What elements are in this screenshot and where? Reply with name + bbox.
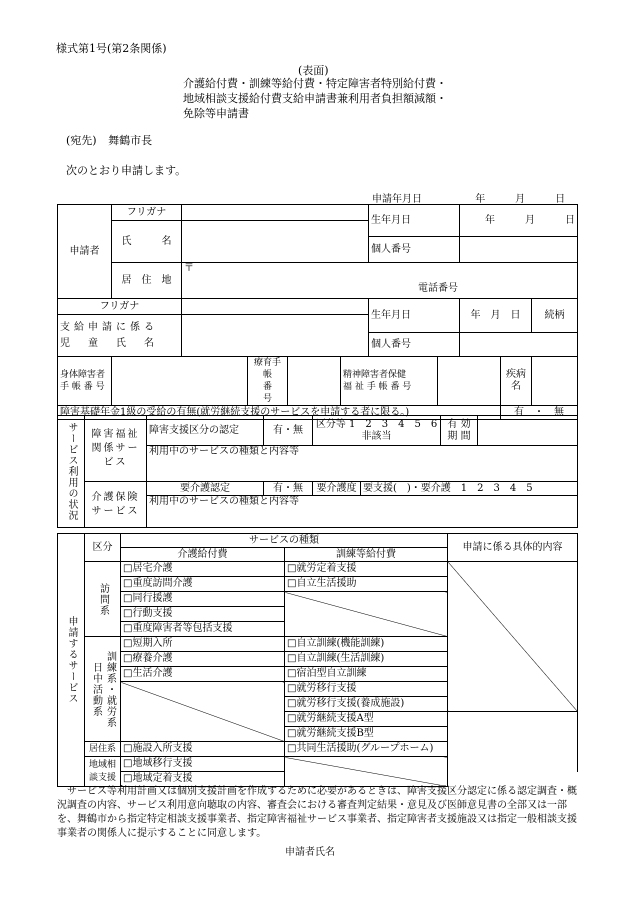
applicant-name-label: 氏 名 [112, 221, 182, 263]
child-furigana-field[interactable] [182, 299, 369, 315]
title-line-3: 免除等申請書 [183, 107, 249, 120]
training-benefit-header: 訓練等給付費 [285, 548, 448, 562]
valid-period-field[interactable] [478, 416, 578, 446]
valid-period-line-2: 期 間 [447, 430, 471, 442]
applicant-id-field[interactable] [460, 237, 578, 263]
support-category-na: 非該当 [361, 430, 392, 442]
rehab-cert-line-1: 療育手帳 [253, 358, 281, 380]
residence-service[interactable]: □施設入所支援 [121, 742, 285, 757]
disease-label: 疾病名 [501, 357, 532, 406]
applicant-furigana-label: フリガナ [112, 205, 182, 221]
applicant-phone[interactable] [182, 281, 578, 299]
signature-label: 申請者氏名 [285, 847, 335, 858]
mental-cert-line-1: 精神障害者保健 [343, 370, 407, 380]
care-insurance-label [85, 482, 147, 528]
visit-group-label: 訪問系 [85, 562, 121, 637]
visit-training-2[interactable]: □自立生活援助 [285, 577, 448, 592]
day-service-2[interactable]: □療養介護 [121, 652, 285, 667]
pension-question: 障害基礎年金1級の受給の有無(就労継続支援のサービスを申請する者に限る。) [58, 406, 501, 420]
child-id-field[interactable] [460, 333, 578, 357]
title-line-1: 介護給付費・訓練等給付費・特定障害者特別給付費・ [183, 77, 447, 90]
services-category-header: 区分 [85, 534, 121, 562]
application-date-field[interactable]: 年 月 日 [475, 194, 566, 205]
day-service-3[interactable]: □生活介護 [121, 667, 285, 682]
day-training-2[interactable]: □自立訓練(生活訓練) [285, 652, 448, 667]
valid-period-line-1: 有 効 [447, 418, 471, 430]
applicant-id-label: 個人番号 [369, 237, 460, 263]
support-category-levels[interactable] [313, 416, 441, 446]
intro-text: 次のとおり申請します。 [66, 164, 187, 177]
physical-cert-field[interactable] [112, 357, 248, 406]
day-training-4[interactable]: □就労移行支援 [285, 682, 448, 697]
addressee [66, 132, 152, 148]
care-insurance-text: 介護保険サービス [91, 491, 140, 517]
child-label-line-2: 児 童 氏 名 [60, 337, 158, 349]
community-group-label: 地域相談支援 [85, 757, 121, 787]
child-name-label [58, 315, 182, 357]
mental-cert-line-2: 福 祉 手 帳 番 号 [343, 382, 412, 392]
form-side: (表面) [298, 64, 329, 77]
day-group-text: 日中活動系 [90, 661, 102, 717]
visit-training-1[interactable]: □就労定着支援 [285, 562, 448, 577]
child-label-line-1: 支給申請に係る [60, 321, 158, 333]
visit-service-1[interactable]: □居宅介護 [121, 562, 285, 577]
care-levels[interactable]: 要支援( )・要介護 1 2 3 4 5 [361, 482, 578, 496]
community-service-2[interactable]: □地域定着支援 [121, 772, 285, 787]
postal-mark: 〒 [184, 263, 194, 274]
disability-welfare-text: 障害福祉関係サービス [91, 428, 140, 468]
applicant-address-field[interactable] [182, 263, 578, 281]
services-table [57, 533, 578, 787]
community-training-empty [285, 757, 448, 787]
child-furigana-label: フリガナ [58, 299, 182, 315]
rehab-cert-line-2: 番 号 [262, 382, 291, 404]
day-training-3[interactable]: □宿泊型自立訓練 [285, 667, 448, 682]
physical-cert-line-1: 身体障害者 [60, 370, 106, 380]
rehab-cert-label [248, 357, 291, 406]
physical-cert-label [58, 357, 112, 406]
support-category-numbers: 区分等 1 2 3 4 5 6 [315, 418, 438, 430]
applicant-section-label: 申請者 [58, 205, 112, 299]
visit-training-empty [285, 592, 448, 637]
day-group-subtext: 訓練系・就労系 [104, 650, 116, 728]
services-section-label: 申請するサービス [58, 534, 85, 787]
form-number: 様式第1号(第2条関係) [56, 42, 167, 55]
applicant-furigana-field[interactable] [182, 205, 369, 221]
care-benefit-header: 介護給付費 [121, 548, 285, 562]
disease-field[interactable] [532, 357, 578, 406]
detail-header: 申請に係る具体的内容 [448, 534, 578, 562]
support-category-cert-label: 障害支援区分の認定 [147, 416, 264, 446]
usage-table [57, 415, 578, 528]
care-cert-label: 要介護認定 [147, 482, 264, 496]
visit-service-2[interactable]: □重度訪問介護 [121, 577, 285, 592]
community-service-1[interactable]: □地域移行支援 [121, 757, 285, 772]
applicant-dob-field[interactable]: 年 月 日 [460, 205, 578, 237]
visit-service-5[interactable]: □重度障害者等包括支援 [121, 622, 285, 637]
application-date-label: 申請年月日 [372, 194, 422, 205]
residence-group-label: 居住系 [85, 742, 121, 757]
disability-welfare-label [85, 416, 147, 482]
residence-training[interactable]: □共同生活援助(グループホーム) [285, 742, 448, 757]
day-service-1[interactable]: □短期入所 [121, 637, 285, 652]
mental-cert-field[interactable] [438, 357, 501, 406]
child-id-label: 個人番号 [369, 333, 460, 357]
day-training-5[interactable]: □就労移行支援(養成施設) [285, 697, 448, 712]
disability-current-services[interactable]: 利用中のサービスの種類と内容等 [147, 446, 578, 482]
addressee-label: (宛先) [66, 134, 97, 147]
applicant-table [57, 204, 578, 420]
physical-cert-line-2: 手 帳 番 号 [60, 382, 105, 392]
application-date [372, 190, 565, 205]
day-training-6[interactable]: □就労継続支援A型 [285, 712, 448, 727]
day-training-7[interactable]: □就労継続支援B型 [285, 727, 448, 742]
visit-service-3[interactable]: □同行援護 [121, 592, 285, 607]
applicant-dob-label: 生年月日 [369, 205, 460, 237]
form-title [183, 76, 447, 121]
child-relation-label: 続柄 [532, 299, 578, 333]
day-group-label [85, 637, 121, 742]
detail-field-visit-day[interactable] [448, 562, 578, 712]
care-current-services[interactable]: 利用中のサービスの種類と内容等 [147, 496, 578, 528]
addressee-name: 舞鶴市長 [108, 134, 153, 147]
title-line-2: 地域相談支援給付費支給申請書兼利用者負担額減額・ [183, 92, 447, 105]
applicant-address-label: 居 住 地 [112, 263, 182, 299]
pension-choice[interactable]: 有 ・ 無 [501, 406, 578, 420]
child-dob-label: 生年月日 [369, 299, 460, 333]
mental-cert-label [341, 357, 438, 406]
child-name-field[interactable] [182, 315, 369, 357]
care-level-label: 要介護度 [313, 482, 361, 496]
support-category-yes-no[interactable]: 有・無 [264, 416, 313, 446]
care-cert-yes-no[interactable]: 有・無 [264, 482, 313, 496]
phone-label: 電話番号 [418, 283, 458, 295]
rehab-cert-field[interactable] [288, 357, 341, 406]
valid-period-label [441, 416, 478, 446]
visit-service-4[interactable]: □行動支援 [121, 607, 285, 622]
day-service-empty [121, 682, 285, 742]
applicant-name-field[interactable] [182, 221, 369, 263]
usage-section-label: サービス利用の状況 [58, 416, 85, 528]
child-dob-field[interactable]: 年 月 日 [460, 299, 532, 333]
consent-text: サービス等利用計画又は個別支援計画を作成するために必要があるときは、障害支援区分認定に係る認定調査・概況調査の内容、サービス利用意向聴取の内容、審査会における審査判定結果・意見及び医師意見書の全部又は一部を、舞鶴市から指定特定相談支援事業者、指定障害福祉サービス事業者、指定障害者支援施設又は指定一般相談支援事業者の関係人に提示することに同意します。 [57, 786, 577, 839]
service-type-header: サービスの種類 [121, 534, 448, 548]
day-training-1[interactable]: □自立訓練(機能訓練) [285, 637, 448, 652]
